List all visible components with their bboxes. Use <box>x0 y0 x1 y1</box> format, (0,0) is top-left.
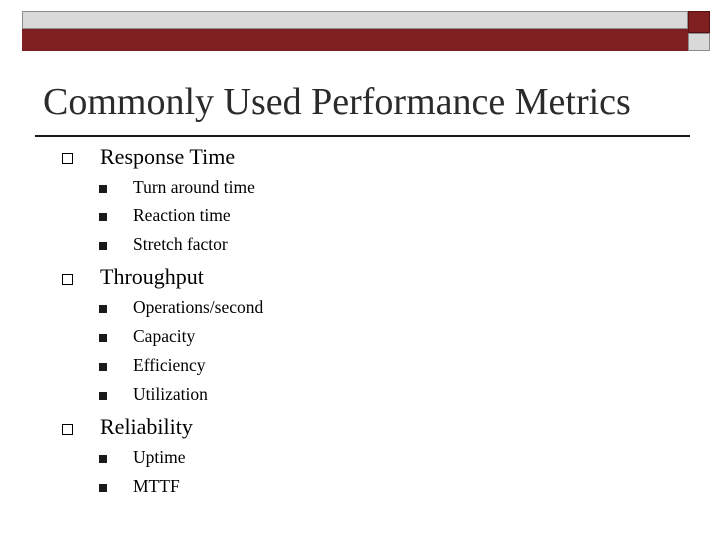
list-item: Capacity <box>133 326 196 346</box>
hollow-square-icon <box>62 153 73 164</box>
list-item: Utilization <box>133 384 208 404</box>
section-heading-throughput: Throughput <box>100 264 204 289</box>
list-item: Turn around time <box>133 177 255 197</box>
filled-square-icon <box>99 484 107 492</box>
filled-square-icon <box>99 242 107 250</box>
filled-square-icon <box>99 305 107 313</box>
hollow-square-icon <box>62 424 73 435</box>
filled-square-icon <box>99 392 107 400</box>
list-item: Reaction time <box>133 205 231 225</box>
filled-square-icon <box>99 455 107 463</box>
hollow-square-icon <box>62 274 73 285</box>
list-item: Operations/second <box>133 297 264 317</box>
filled-square-icon <box>99 334 107 342</box>
list-item: Stretch factor <box>133 234 228 254</box>
filled-square-icon <box>99 213 107 221</box>
section-heading-reliability: Reliability <box>100 414 193 439</box>
filled-square-icon <box>99 363 107 371</box>
list-item: MTTF <box>133 476 180 496</box>
slide-title: Commonly Used Performance Metrics <box>43 81 631 123</box>
list-item: Uptime <box>133 447 186 467</box>
list-item: Efficiency <box>133 355 206 375</box>
filled-square-icon <box>99 185 107 193</box>
section-heading-response-time: Response Time <box>100 144 236 169</box>
